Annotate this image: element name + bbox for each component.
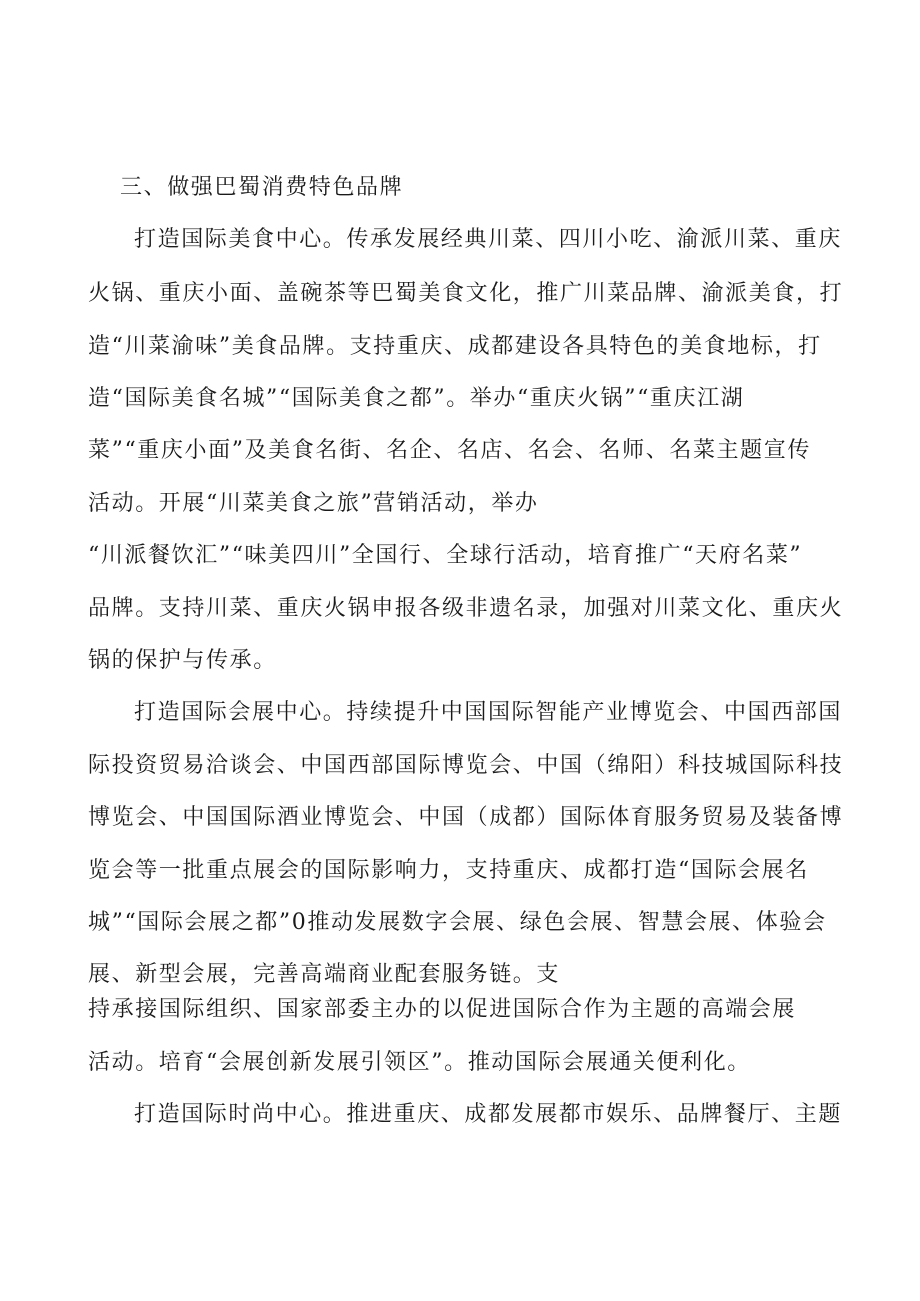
text-line: 展、新型会展，完善高端商业配套服务链。支	[88, 962, 561, 987]
text-line: 锅的保护与传承。	[88, 648, 277, 673]
text-line: 火锅、重庆小面、盖碗茶等巴蜀美食文化，推广川菜品牌、渝派美食，打	[88, 281, 844, 306]
section-heading: 三、做强巴蜀消费特色品牌	[120, 175, 404, 200]
text-line: 博览会、中国国际酒业博览会、中国（成都）国际体育服务贸易及装备博	[88, 805, 844, 830]
text-line: 菜”“重庆小面”及美食名街、名企、名店、名会、名师、名菜主题宣传	[88, 438, 811, 463]
text-line: “川派餐饮汇”“味美四川”全国行、全球行活动，培育推广“天府名菜”	[88, 543, 803, 568]
text-line: 活动。开展“川菜美食之旅”营销活动，举办	[88, 491, 539, 516]
text-line: 览会等一批重点展会的国际影响力，支持重庆、成都打造“国际会展名	[88, 858, 809, 883]
text-line: 品牌。支持川菜、重庆火锅申报各级非遗名录，加强对川菜文化、重庆火	[88, 596, 844, 621]
text-line: 活动。培育“会展创新发展引领区”。推动国际会展通关便利化。	[88, 1050, 751, 1075]
text-line: 造“川菜渝味”美食品牌。支持重庆、成都建设各具特色的美食地标，打	[88, 334, 822, 359]
text-line: 打造国际会展中心。持续提升中国国际智能产业博览会、中国西部国	[134, 700, 843, 725]
text-line: 持承接国际组织、国家部委主办的以促进国际合作为主题的高端会展	[88, 997, 797, 1022]
text-line: 造“国际美食名城”“国际美食之都”。举办“重庆火锅”“重庆江湖	[88, 386, 745, 411]
text-line: 打造国际美食中心。传承发展经典川菜、四川小吃、渝派川菜、重庆	[134, 227, 843, 252]
text-line: 打造国际时尚中心。推进重庆、成都发展都市娱乐、品牌餐厅、主题	[134, 1102, 843, 1127]
text-line: 城”“国际会展之都”0推动发展数字会展、绿色会展、智慧会展、体验会	[88, 910, 827, 935]
text-line: 际投资贸易洽谈会、中国西部国际博览会、中国（绵阳）科技城国际科技	[88, 753, 844, 778]
